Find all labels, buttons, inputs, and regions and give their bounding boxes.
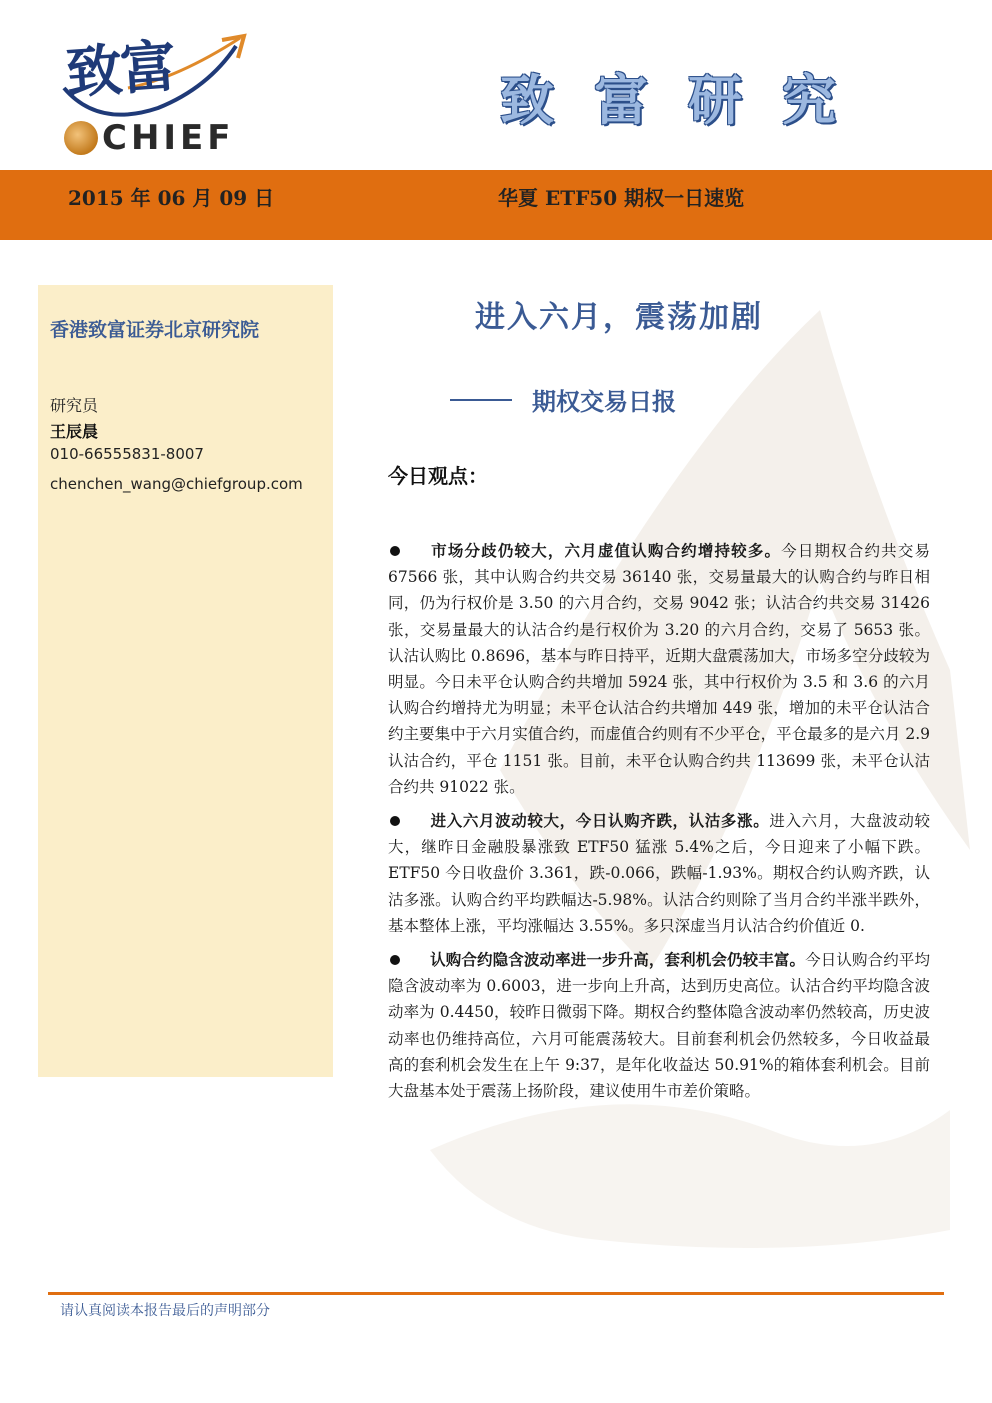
paragraph-lead: 进入六月波动较大，今日认购齐跌，认沽多涨。: [430, 811, 770, 831]
report-subheadline: [450, 382, 676, 417]
paragraph-body: 进入六月，大盘波动较大，继昨日金融股暴涨致 ETF50 猛涨 5.4%之后，今日迎来了小幅下跌。ETF50 今日收盘价 3.361，跌-0.066，跌幅-1.93%。期权合约认购齐跌，认沽多涨。认购合约平均跌幅达-5.98%。认沽合约则除了当月合约半涨半跌外，基本整体上涨，平均涨幅达 3.55%。多只深虚当月认沽合约价值近 0.: [388, 812, 930, 935]
logo-chinese-text: 致富: [64, 33, 177, 107]
footer-disclaimer: 请认真阅读本报告最后的声明部分: [60, 1303, 270, 1319]
logo-c-icon: [64, 121, 98, 155]
paragraph-body: 今日期权合约共交易 67566 张，其中认购合约共交易 36140 张，交易量最大的认购合约与昨日相同，仍为行权价是 3.50 的六月合约，交易 9042 张；认沽合约共交易 31426 张，交易量最大的认沽合约是行权价为 3.20 的六月合约，交易了 5653 张。认沽认购比 0.8696，基本与昨日持平，近期大盘震荡加大，市场多空分歧较为明显。今日未平仓认购合约共增加 5924 张，其中行权价为 3.5 和 3.6 的六月认购合约增持尤为明显；未平仓认沽合约共增加 449 张，增加的未平仓认沽合约主要集中于六月实值合约，而虚值合约则有不少平仓，平仓最多的是六月 2.9 认沽合约，平仓 1151 张。目前，未平仓认购合约共 113699 张，未平仓认沽合约共 91022 张。: [388, 542, 930, 796]
author-role: 研究员: [50, 396, 99, 415]
section-title: 今日观点：: [388, 464, 488, 488]
report-headline: 进入六月，震荡加剧: [475, 300, 763, 335]
bullet-icon: [390, 816, 400, 826]
report-date: 2015 年 06 月 09 日: [68, 186, 275, 210]
paragraph: [388, 947, 930, 1104]
institution-name: 香港致富证券北京研究院: [50, 319, 260, 341]
logo-english-text: CHIEF: [102, 118, 235, 158]
logo-english: [64, 118, 235, 158]
bullet-icon: [390, 955, 400, 965]
paragraph-lead: 认购合约隐含波动率进一步升高，套利机会仍较丰富。: [430, 950, 806, 970]
footer-divider: [48, 1292, 944, 1295]
main-content: [388, 538, 930, 1112]
masthead-title: 致富研究: [500, 68, 876, 132]
report-series-title: 华夏 ETF50 期权一日速览: [498, 186, 745, 210]
subline-text: 期权交易日报: [532, 387, 676, 416]
bullet-icon: [390, 546, 400, 556]
chief-logo: [58, 18, 258, 158]
paragraph-body: 今日认购合约平均隐含波动率为 0.6003，进一步向上升高，达到历史高位。认沽合约平均隐含波动率为 0.4450，较昨日微弱下降。期权合约整体隐含波动率仍然较高，历史波动率也仍维持高位，六月可能震荡较大。目前套利机会仍然较多，今日收益最高的套利机会发生在上午 9:37，是年化收益达 50.91%的箱体套利机会。目前大盘基本处于震荡上扬阶段，建议使用牛市差价策略。: [388, 951, 930, 1101]
paragraph: [388, 538, 930, 800]
paragraph: [388, 808, 930, 939]
sidebar: [38, 285, 333, 1077]
paragraph-lead: 市场分歧仍较大，六月虚值认购合约增持较多。: [430, 541, 782, 560]
subline-dash: [450, 399, 512, 401]
author-email[interactable]: chenchen_wang@chiefgroup.com: [50, 475, 303, 493]
header-band: [0, 170, 992, 240]
author-phone: 010-66555831-8007: [50, 445, 204, 463]
author-name: 王辰晨: [50, 422, 99, 441]
